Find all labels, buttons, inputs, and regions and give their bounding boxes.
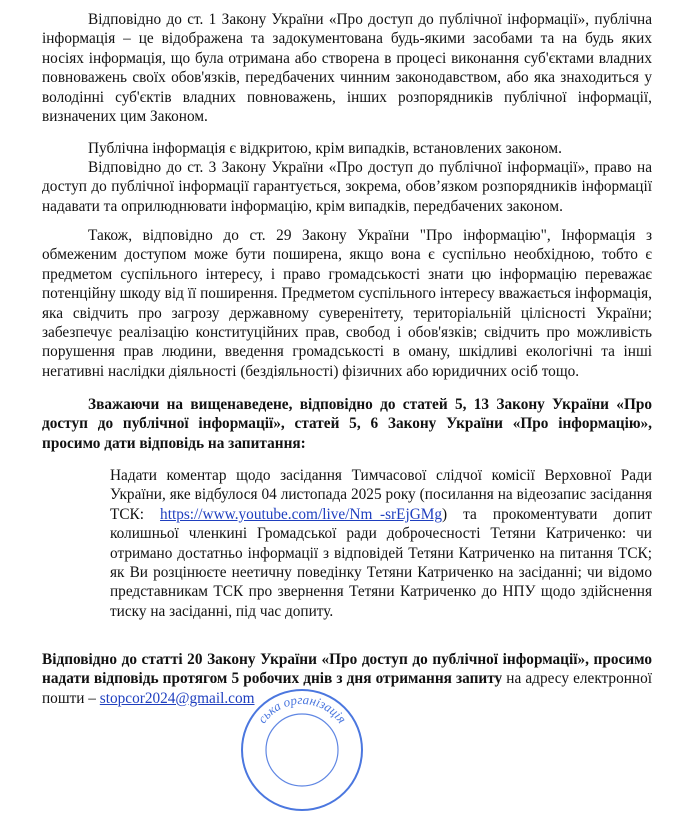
question-text-start: Надати коментар щодо засідання Тимчасової слідчої комісії Верховної Ради України, яке відбулося 04 листопада 2025 року (посилання на відеозапис засідання ТСК: <box>110 467 652 523</box>
paragraph-deadline <box>42 650 652 708</box>
deadline-address-text: на адресу електронної пошти – <box>42 670 652 707</box>
paragraph-access-right: Відповідно до ст. 3 Закону України «Про доступ до публічної інформації», право на доступ до публічної інформації гарантується, зокрема, обов’язком розпорядників інформації надавати та оприлюднювати інформацію, крім випадків, передбачених законом. <box>42 159 652 215</box>
request-question-block <box>110 466 652 621</box>
paragraph-public-interest: Також, відповідно до ст. 29 Закону України "Про інформацію", Інформація з обмеженим доступом може бути поширена, якщо вона є суспільно необхідною, тобто є предметом суспільного інтересу, і право громадськості знати цю інформацію переважає потенційну шкоду від її поширення. Предметом суспільного інтересу вважається інформація, яка свідчить про загрозу державному суверенітету, територіальній цілісності України; забезпечує реалізацію конституційних прав, свобод і обов'язків; свідчить про можливість порушення прав людини, введення громадськості в оману, шкідливі екологічні та інші негативні наслідки діяльності (бездіяльності) фізичних або юридичних осіб тощо. <box>42 227 652 380</box>
question-text-end: ) та прокоментувати допит колишньої членкині Громадської ради доброчесності Тетяни Катриченко: чи отримано достатньо інформації з відповідей Тетяни Катриченко на питання ТСК; як Ви розцінюєте неетичну поведінку Тетяни Катриченко на засіданні; чи відомо представникам ТСК про звернення Тетяни Катриченко до НПУ щодо здійснення тиску на засіданні, під час допиту. <box>110 505 652 620</box>
paragraph-openness: Публічна інформація є відкритою, крім випадків, встановлених законом. <box>88 140 562 157</box>
stamp-text: ська організація <box>254 691 350 727</box>
paragraph-request-intro: Зважаючи на вищенаведене, відповідно до статей 5, 13 Закону України «Про доступ до публічної інформації», статей 5, 6 Закону України «Про інформацію», просимо дати відповідь на запитання: <box>42 396 652 452</box>
deadline-bold-text: Відповідно до статті 20 Закону України «Про доступ до публічної інформації», просимо надати відповідь протягом 5 робочих днів з дня отримання запиту <box>42 651 652 688</box>
video-link[interactable]: https://www.youtube.com/live/Nm_-srEjGMg <box>160 505 443 523</box>
email-link[interactable]: stopcor2024@gmail.com <box>99 689 255 707</box>
paragraph-definition: Відповідно до ст. 1 Закону України «Про доступ до публічної інформації», публічна інформація – це відображена та задокументована будь-якими засобами та на будь яких носіях інформація, що була отримана або створена в процесі виконання суб'єктами владних повноважень своїх обов'язків, передбачених чинним законодавством, або яка знаходиться у володінні суб'єктів владних повноважень, інших розпорядників публічної інформації, визначених цим Законом. <box>42 11 652 126</box>
